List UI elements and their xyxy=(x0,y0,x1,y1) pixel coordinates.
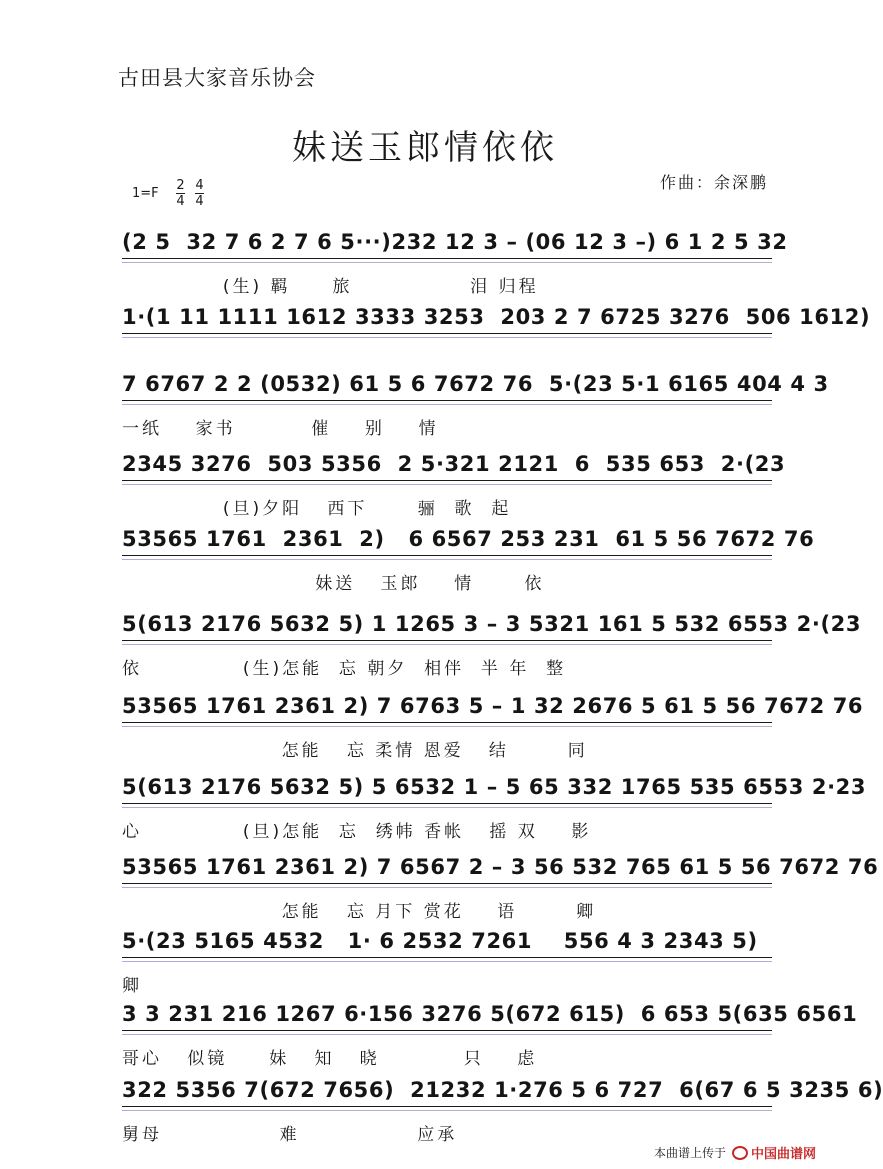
notation-line: 3 3 231 216 1267 6·156 3276 5(672 615) 6 653 5(635 6561 xyxy=(122,1000,772,1038)
composer-credit: 作曲：余深鹏 xyxy=(660,173,769,192)
lyrics-line: 心 (旦)怎能 忘 绣帏 香帐 摇 双 影 xyxy=(122,822,592,842)
notation-line: 2345 3276 503 5356 2 5·321 2121 6 535 653 2·(23 xyxy=(122,450,772,488)
score-system xyxy=(122,370,829,452)
notation-line: 5·(23 5165 4532 1· 6 2532 7261 556 4 3 2343 5) xyxy=(122,927,772,965)
time-signature-1: $\frac{2}{4}$ xyxy=(176,178,185,209)
notation-line: 5(613 2176 5632 5) 1 1265 3 – 3 5321 161 5 532 6553 2·(23 xyxy=(122,610,772,648)
notation-line: 53565 1761 2361 2) 6 6567 253 231 61 5 56 7672 76 xyxy=(122,525,772,563)
site-name: 中国曲谱网 xyxy=(750,1147,816,1162)
site-logo-icon xyxy=(732,1146,748,1160)
lyrics-line: 依 (生)怎能 忘 朝夕 相伴 半 年 整 xyxy=(122,659,567,679)
score-system xyxy=(122,853,879,935)
lyrics-line: 卿 xyxy=(122,976,142,996)
notation-line: 7 6767 2 2 (0532) 61 5 6 7672 76 5·(23 5·1 6165 404 4 3 xyxy=(122,370,772,408)
time-signatures xyxy=(176,178,204,209)
notation-line: 1·(1 11 1111 1612 3333 3253 203 2 7 6725 3276 506 1612) xyxy=(122,303,772,341)
lyrics-line: 怎能 忘 月下 赏花 语 卿 xyxy=(122,902,597,922)
time-signature-2: $\frac{4}{4}$ xyxy=(195,178,204,209)
notation-line: 53565 1761 2361 2) 7 6567 2 – 3 56 532 765 61 5 56 7672 76 xyxy=(122,853,772,891)
upload-note: 本曲谱上传于 xyxy=(653,1146,726,1160)
score-system xyxy=(122,773,867,855)
lyrics-line: 舅母 难 应承 xyxy=(122,1125,458,1145)
score-system xyxy=(122,450,786,532)
lyrics-line: 怎能 忘 柔情 恩爱 结 同 xyxy=(122,741,588,761)
key-signature: 1=F xyxy=(132,186,159,201)
association-name: 古田县大家音乐协会 xyxy=(118,66,316,90)
score-system xyxy=(122,1000,858,1082)
lyrics-line: 妹送 玉郎 情 依 xyxy=(122,574,545,594)
notation-line: (2 5 32 7 6 2 7 6 5···)232 12 3 – (06 12 3 –) 6 1 2 5 32 xyxy=(122,228,772,266)
lyrics-line: (旦)夕阳 西下 骊 歌 起 xyxy=(122,499,512,519)
footer-watermark xyxy=(654,1143,816,1162)
score-system xyxy=(122,228,788,310)
score-system xyxy=(122,927,774,1009)
lyrics-line: 一纸 家书 催 别 情 xyxy=(122,419,439,439)
lyrics-line: (生) 羁 旅 泪 归程 xyxy=(122,277,539,297)
score-system xyxy=(122,610,862,692)
notation-line: 53565 1761 2361 2) 7 6763 5 – 1 32 2676 5 61 5 56 7672 76 xyxy=(122,692,772,730)
score-system xyxy=(122,692,864,774)
score-system xyxy=(122,525,815,607)
notation-line: 322 5356 7(672 7656) 21232 1·276 5 6 727 6(67 6 5 3235 6) xyxy=(122,1076,772,1114)
song-title: 妹送玉郎情依依 xyxy=(292,128,558,168)
notation-line: 5(613 2176 5632 5) 5 6532 1 – 5 65 332 1765 535 6553 2·23 xyxy=(122,773,772,811)
site-logo xyxy=(732,1143,816,1162)
lyrics-line: 哥心 似镜 妹 知 晓 只 虑 xyxy=(122,1049,538,1069)
